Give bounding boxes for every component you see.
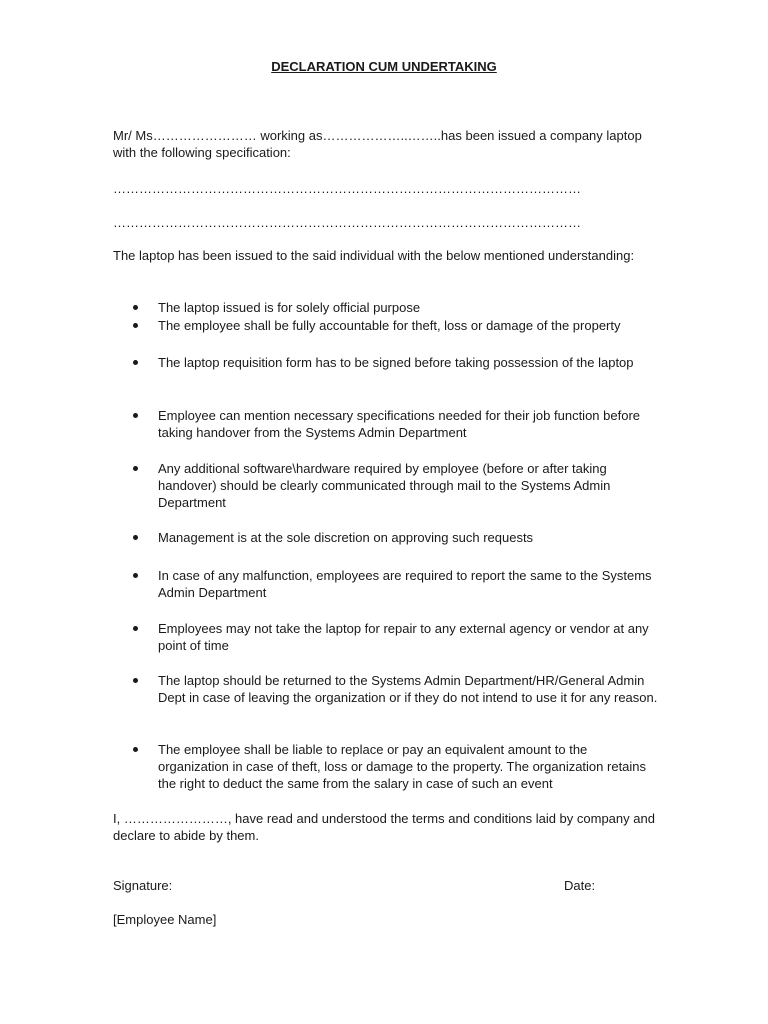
list-item-text: The laptop issued is for solely official purpose	[158, 300, 421, 315]
spec-line-2: ………………………………………………………………………………………………	[113, 215, 581, 230]
list-item-text: Any additional software\hardware required by employee (before or after taking handover) should be clearly communicated through mail to the Systems Admin Department	[158, 461, 611, 510]
list-item-text: In case of any malfunction, employees are required to report the same to the Systems Admin Department	[158, 568, 652, 600]
list-item-text: The employee shall be fully accountable for theft, loss or damage of the property	[158, 318, 621, 333]
bullet-icon	[133, 360, 138, 365]
bullet-icon	[133, 678, 138, 683]
spec-line-1: ………………………………………………………………………………………………	[113, 181, 581, 196]
bullet-icon	[133, 413, 138, 418]
bullet-icon	[133, 323, 138, 328]
employee-name-placeholder: [Employee Name]	[113, 912, 217, 927]
intro-paragraph: Mr/ Ms…………………… working as………………..……..has been issued a company laptop with the following specification:	[113, 128, 642, 160]
list-item-text: The employee shall be liable to replace or pay an equivalent amount to the organization in case of theft, loss or damage to the property. The organization retains the right to deduct the same from the salary in case of such an event	[158, 742, 647, 791]
document-title: DECLARATION CUM UNDERTAKING	[271, 59, 497, 74]
list-item-text: Employee can mention necessary specifications needed for their job function before taking handover from the Systems Admin Department	[158, 408, 641, 440]
declaration-paragraph: I, ……………………, have read and understood the terms and conditions laid by company and declare to abide by them.	[113, 811, 655, 843]
bullet-icon	[133, 747, 138, 752]
date-label: Date:	[564, 878, 596, 893]
bullet-icon	[133, 535, 138, 540]
bullet-icon	[133, 466, 138, 471]
list-item-text: The laptop requisition form has to be signed before taking possession of the laptop	[158, 355, 634, 370]
bullet-icon	[133, 573, 138, 578]
bullet-icon	[133, 305, 138, 310]
understanding-intro: The laptop has been issued to the said individual with the below mentioned understanding:	[113, 248, 635, 263]
signature-label: Signature:	[113, 878, 173, 893]
list-item-text: Management is at the sole discretion on approving such requests	[158, 530, 534, 545]
list-item-text: The laptop should be returned to the Systems Admin Department/HR/General Admin Dept in case of leaving the organization or if they do not intend to use it for any reason.	[158, 673, 658, 705]
list-item-text: Employees may not take the laptop for repair to any external agency or vendor at any point of time	[158, 621, 649, 653]
bullet-icon	[133, 626, 138, 631]
